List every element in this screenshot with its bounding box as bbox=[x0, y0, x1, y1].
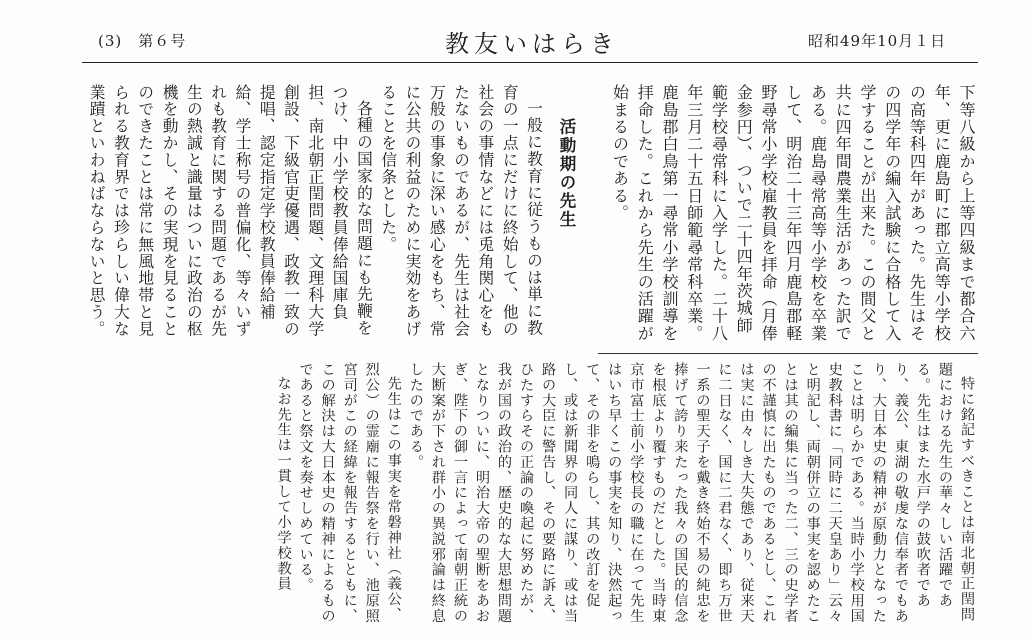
section-heading: 活動期の先生 bbox=[557, 118, 576, 229]
article-block-bottom bbox=[226, 362, 978, 628]
page-header bbox=[0, 0, 1033, 60]
paragraph: 先生はこの事実を常磐神社（義公、烈公）の霊廟に報告祭を行い、池原照宮司がこの経緯を報告するとともに、この解決は大日本史の精神によるものであると祭文を奏せしめている。 bbox=[297, 362, 402, 624]
issue-number: (3) 第６号 bbox=[98, 32, 187, 50]
paragraph: 各種の国家的な問題にも先鞭をつけ、中小学校教員俸給国庫負担、南北朝正閏問題、文理科大学創設、下級官吏優遇、政教一致の提唱、認定指定学校教員俸給補給、学士称号の普偏化、等々いずれも教育に関する問題であるが先生の熱誠と識量はついに政治の枢機を動かし、その実現を見ることのできたことは常に無風地帯と見られる教育界では珍らしい偉大な業蹟といわねばならないと思う。 bbox=[87, 84, 374, 338]
paragraph: 特に銘記すべきことは南北朝正閏問題における先生の華々しい活躍である。先生はまた水戸学の鼓吹者であり、義公、東湖の敬虔な信奉者でもあり、大日本史の精神が原動力となったことは明らかである。当時小学校用国史教科書に「同時に二天皇あり」云々と明記し、両朝併立の事実を認めたことは其の編集に当った二、三の史学者の不謹慎に出たものであるとし、これは実に由々しき大失態であり、従来天に二日なく、国に二君なく、即ち万世一系の聖天子を戴き終始不易の純忠を捧げて誇り来たった我々の国民的信念を根底より覆すものだとした。当時東京市富士前小学校長の職に在って先生はいち早くこの事実を知り、決然起って、その非を鳴らし、其の改訂を促し、或は新聞界の同人に謀り、或は当路の大臣に警告し、その要路に訴え、ひたすらその正論の喚起に努めたが、我が国の政治的、歴史的な大思想問題となりついに、明治大帝の聖断をあおぎ、陛下の御一言によって南朝正統の大断案が下され群小の異説邪論は終息したのである。 bbox=[407, 362, 975, 624]
publication-date: 昭和49年10月１日 bbox=[808, 32, 947, 50]
paragraph: 下等八級から上等四級まで都合六年、更に鹿島町に郡立高等小学校の高等科四年があった。先生はその四学年の編入試験に合格して入学することが出来た。この間父と共に四年間農業生活があった訳である。鹿島尋常高等小学校を卒業して、明治二十三年四月鹿島郡軽野尋常小学校雇教員を拝命（月俸金参円）、ついで二十四年茨城師範学校尋常科に入学した。二十八年三月二十五日師範尋常科卒業。鹿島郡白鳥第一尋常小学校訓導を拝命した。これから先生の活躍が始まるのである。 bbox=[610, 84, 976, 342]
article-block-top-right bbox=[598, 84, 978, 346]
article-block-top-left bbox=[84, 84, 546, 346]
newspaper-title: 教友いはらき bbox=[445, 30, 619, 58]
paragraph: なお先生は一貫して小学校教員 bbox=[275, 376, 292, 592]
header-rule bbox=[82, 62, 978, 63]
section-divider bbox=[598, 353, 978, 354]
paragraph: 一般に教育に従うものは単に教育の一点にだけに終始して、他の社会の事情などには兎角関心をもたないものであるが、先生は社会万般の事象に深い感心をもち、常に公共の利益のために実効をあげることを信条とした。 bbox=[379, 84, 544, 338]
